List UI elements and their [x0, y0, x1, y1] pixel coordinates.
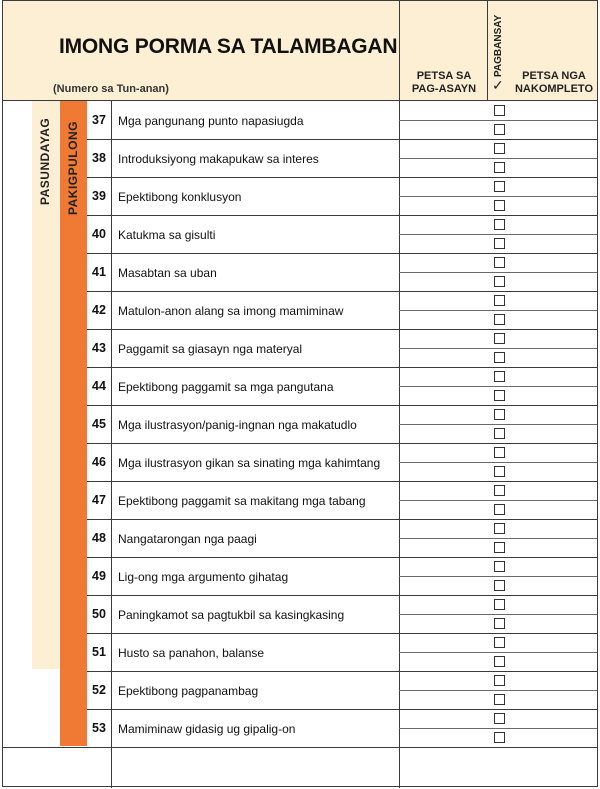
- practice-checkbox[interactable]: [494, 561, 505, 572]
- row-divider: [87, 329, 597, 330]
- practice-checkbox[interactable]: [494, 542, 505, 553]
- practice-checkbox[interactable]: [494, 314, 505, 325]
- practice-checkbox[interactable]: [494, 618, 505, 629]
- row-label: Epektibong paggamit sa makitang mga tabang: [118, 494, 366, 508]
- practice-checkbox[interactable]: [494, 485, 505, 496]
- practice-checkbox[interactable]: [494, 200, 505, 211]
- half-row-divider: [399, 652, 597, 653]
- row-label: Husto sa panahon, balanse: [118, 646, 265, 660]
- completed-date-header: [511, 1, 599, 101]
- half-row-divider: [399, 310, 597, 311]
- row-number: 43: [92, 341, 106, 355]
- half-row-divider: [399, 538, 597, 539]
- pakigpulong-label: PAKIGPULONG: [66, 121, 80, 215]
- practice-checkbox[interactable]: [494, 694, 505, 705]
- row-number: 46: [92, 455, 106, 469]
- row-divider: [87, 177, 597, 178]
- row-label: Lig-ong mga argumento gihatag: [118, 570, 289, 584]
- row-divider: [87, 519, 597, 520]
- form-header: [3, 1, 597, 101]
- row-number: 52: [92, 683, 106, 697]
- row-number: 40: [92, 227, 106, 241]
- row-label: Paggamit sa giasayn nga materyal: [118, 342, 303, 356]
- row-label: Mga ilustrasyon/panig-ingnan nga makatudlo: [118, 418, 357, 432]
- practice-checkbox[interactable]: [494, 143, 505, 154]
- practice-checkbox[interactable]: [494, 181, 505, 192]
- row-divider: [87, 709, 597, 710]
- row-number: 48: [92, 531, 106, 545]
- row-label: Matulon-anon alang sa imong mamiminaw: [118, 304, 344, 318]
- row-divider: [87, 557, 597, 558]
- form-subtitle: (Numero sa Tun-anan): [53, 83, 169, 95]
- practice-checkbox[interactable]: [494, 105, 505, 116]
- checkmark-icon: ✓: [492, 77, 504, 93]
- row-number: 49: [92, 569, 106, 583]
- row-divider: [87, 443, 597, 444]
- row-label: Paningkamot sa pagtukbil sa kasingkasing: [118, 608, 345, 622]
- practice-checkbox[interactable]: [494, 637, 505, 648]
- pakigpulong-band: [60, 101, 87, 746]
- row-divider: [87, 139, 597, 140]
- half-row-divider: [399, 158, 597, 159]
- pasundayag-label: PASUNDAYAG: [38, 117, 52, 205]
- row-label: Nangatarongan nga paagi: [118, 532, 257, 546]
- half-row-divider: [399, 690, 597, 691]
- practice-checkbox[interactable]: [494, 466, 505, 477]
- row-number: 39: [92, 189, 106, 203]
- row-label: Mamiminaw gidasig ug gipalig-on: [118, 722, 296, 736]
- row-number: 45: [92, 417, 106, 431]
- row-divider: [87, 595, 597, 596]
- practice-checkbox[interactable]: [494, 523, 505, 534]
- practice-checkbox[interactable]: [494, 732, 505, 743]
- row-divider: [87, 633, 597, 634]
- talambagan-form: [2, 0, 598, 787]
- practice-checkbox[interactable]: [494, 390, 505, 401]
- practice-header: [487, 1, 511, 101]
- assigned-column-divider: [399, 101, 400, 788]
- assigned-date-label: PETSA SA PAG-ASAYN: [411, 70, 477, 95]
- practice-checkbox[interactable]: [494, 238, 505, 249]
- row-label: Mga pangunang punto napasiugda: [118, 114, 304, 128]
- row-label: Epektibong paggamit sa mga pangutana: [118, 380, 334, 394]
- practice-checkbox[interactable]: [494, 409, 505, 420]
- text-column-divider: [111, 101, 112, 788]
- practice-checkbox[interactable]: [494, 447, 505, 458]
- practice-checkbox[interactable]: [494, 504, 505, 515]
- half-row-divider: [399, 728, 597, 729]
- row-number: 37: [92, 113, 106, 127]
- row-divider: [87, 291, 597, 292]
- row-divider: [87, 253, 597, 254]
- practice-label: PAGBANSAY: [493, 14, 504, 77]
- pasundayag-band: [32, 101, 59, 669]
- half-row-divider: [399, 424, 597, 425]
- practice-checkbox[interactable]: [494, 580, 505, 591]
- form-title: IMONG PORMA SA TALAMBAGAN: [59, 35, 398, 58]
- half-row-divider: [399, 120, 597, 121]
- half-row-divider: [399, 462, 597, 463]
- row-number: 51: [92, 645, 106, 659]
- row-label: Katukma sa gisulti: [118, 228, 216, 242]
- half-row-divider: [399, 386, 597, 387]
- practice-checkbox[interactable]: [494, 124, 505, 135]
- row-number: 53: [92, 721, 106, 735]
- practice-checkbox[interactable]: [494, 333, 505, 344]
- table-bottom-divider: [3, 747, 597, 748]
- half-row-divider: [399, 272, 597, 273]
- half-row-divider: [399, 234, 597, 235]
- row-label: Epektibong pagpanambag: [118, 684, 259, 698]
- half-row-divider: [399, 614, 597, 615]
- practice-checkbox[interactable]: [494, 219, 505, 230]
- row-divider: [87, 405, 597, 406]
- row-divider: [87, 367, 597, 368]
- row-number: 41: [92, 265, 106, 279]
- row-label: Introduksiyong makapukaw sa interes: [118, 152, 319, 166]
- practice-checkbox[interactable]: [494, 352, 505, 363]
- row-label: Epektibong konklusyon: [118, 190, 242, 204]
- half-row-divider: [399, 500, 597, 501]
- practice-checkbox[interactable]: [494, 295, 505, 306]
- assigned-date-header: [399, 1, 487, 101]
- half-row-divider: [399, 196, 597, 197]
- row-number: 38: [92, 151, 106, 165]
- row-number: 50: [92, 607, 106, 621]
- row-divider: [87, 481, 597, 482]
- practice-checkbox[interactable]: [494, 599, 505, 610]
- practice-checkbox[interactable]: [494, 162, 505, 173]
- half-row-divider: [399, 576, 597, 577]
- row-divider: [87, 671, 597, 672]
- row-number: 47: [92, 493, 106, 507]
- practice-checkbox[interactable]: [494, 371, 505, 382]
- practice-checkbox[interactable]: [494, 656, 505, 667]
- practice-checkbox[interactable]: [494, 257, 505, 268]
- practice-checkbox[interactable]: [494, 713, 505, 724]
- practice-checkbox[interactable]: [494, 428, 505, 439]
- completed-date-label: PETSA NGA NAKOMPLETO: [514, 70, 594, 95]
- practice-checkbox[interactable]: [494, 276, 505, 287]
- row-divider: [87, 215, 597, 216]
- practice-checkbox[interactable]: [494, 675, 505, 686]
- half-row-divider: [399, 348, 597, 349]
- row-number: 44: [92, 379, 106, 393]
- row-number: 42: [92, 303, 106, 317]
- row-label: Masabtan sa uban: [118, 266, 217, 280]
- row-label: Mga ilustrasyon gikan sa sinating mga kahimtang: [118, 456, 381, 470]
